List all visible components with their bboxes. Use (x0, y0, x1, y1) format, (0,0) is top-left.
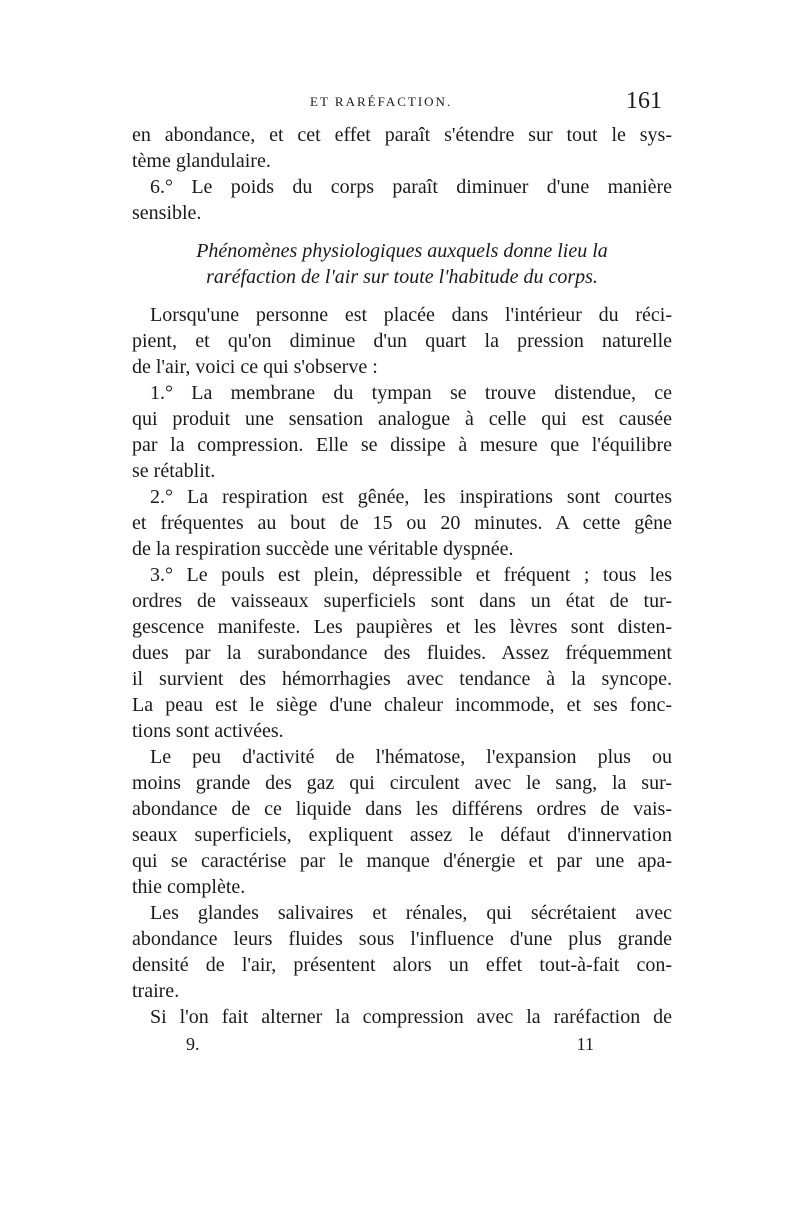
paragraph (132, 562, 672, 744)
text-line: pient, et qu'on diminue d'un quart la pression naturelle (132, 330, 672, 352)
paragraph (132, 1004, 672, 1030)
section-heading (132, 238, 672, 290)
signature-mark: 9. (186, 1034, 200, 1054)
text-line: Si l'on fait alterner la compression avec la raréfaction de (150, 1006, 672, 1028)
running-head: ET RARÉFACTION. (310, 94, 453, 109)
text-line: par la compression. Elle se dissipe à mesure que l'équilibre (132, 434, 672, 456)
book-page (132, 88, 672, 1060)
text-line: 6.° Le poids du corps paraît diminuer d'une manière (150, 176, 672, 198)
paragraph (132, 174, 672, 226)
text-line: abondance leurs fluides sous l'influence d'une plus grande (132, 928, 672, 950)
text-line: Le peu d'activité de l'hématose, l'expansion plus ou (150, 746, 672, 768)
spacer (132, 290, 672, 302)
text-line: traire. (132, 980, 180, 1002)
text-line: abondance de ce liquide dans les différens ordres de vais- (132, 798, 672, 820)
heading-line: Phénomènes physiologiques auxquels donne lieu la (196, 240, 608, 262)
paragraph (132, 380, 672, 484)
paragraph (132, 122, 672, 174)
text-line: se rétablit. (132, 460, 216, 482)
text-line: tions sont activées. (132, 720, 284, 742)
text-line: qui se caractérise par le manque d'énergie et par une apa- (132, 850, 672, 872)
text-line: Lorsqu'une personne est placée dans l'intérieur du réci- (150, 304, 672, 326)
text-line: gescence manifeste. Les paupières et les lèvres sont disten- (132, 616, 672, 638)
text-line: dues par la surabondance des fluides. Assez fréquemment (132, 642, 672, 664)
text-line: tème glandulaire. (132, 150, 271, 172)
text-line: 3.° Le pouls est plein, dépressible et fréquent ; tous les (150, 564, 672, 586)
text-line: qui produit une sensation analogue à celle qui est causée (132, 408, 672, 430)
text-line: 2.° La respiration est gênée, les inspirations sont courtes (150, 486, 672, 508)
text-line: sensible. (132, 202, 202, 224)
text-line: et fréquentes au bout de 15 ou 20 minutes. A cette gêne (132, 512, 672, 534)
text-line: densité de l'air, présentent alors un effet tout-à-fait con- (132, 954, 672, 976)
page-number: 161 (626, 88, 662, 114)
text-line: il survient des hémorrhagies avec tendance à la syncope. (132, 668, 672, 690)
paragraph (132, 744, 672, 900)
paragraph (132, 900, 672, 1004)
text-line: en abondance, et cet effet paraît s'étendre sur tout le sys- (132, 124, 672, 146)
text-line: de l'air, voici ce qui s'observe : (132, 356, 378, 378)
page-header (132, 88, 672, 122)
text-line: ordres de vaisseaux superficiels sont dans un état de tur- (132, 590, 672, 612)
spacer (132, 226, 672, 238)
text-line: La peau est le siège d'une chaleur incommode, et ses fonc- (132, 694, 672, 716)
paragraph (132, 302, 672, 380)
page-footer (132, 1030, 672, 1060)
text-line: moins grande des gaz qui circulent avec le sang, la sur- (132, 772, 672, 794)
text-line: Les glandes salivaires et rénales, qui sécrétaient avec (150, 902, 672, 924)
heading-line: raréfaction de l'air sur toute l'habitude du corps. (206, 266, 598, 288)
paragraph (132, 484, 672, 562)
text-line: 1.° La membrane du tympan se trouve distendue, ce (150, 382, 672, 404)
text-line: de la respiration succède une véritable dyspnée. (132, 538, 514, 560)
text-line: thie complète. (132, 876, 246, 898)
leaf-number: 11 (576, 1034, 594, 1054)
text-line: seaux superficiels, expliquent assez le défaut d'innervation (132, 824, 672, 846)
